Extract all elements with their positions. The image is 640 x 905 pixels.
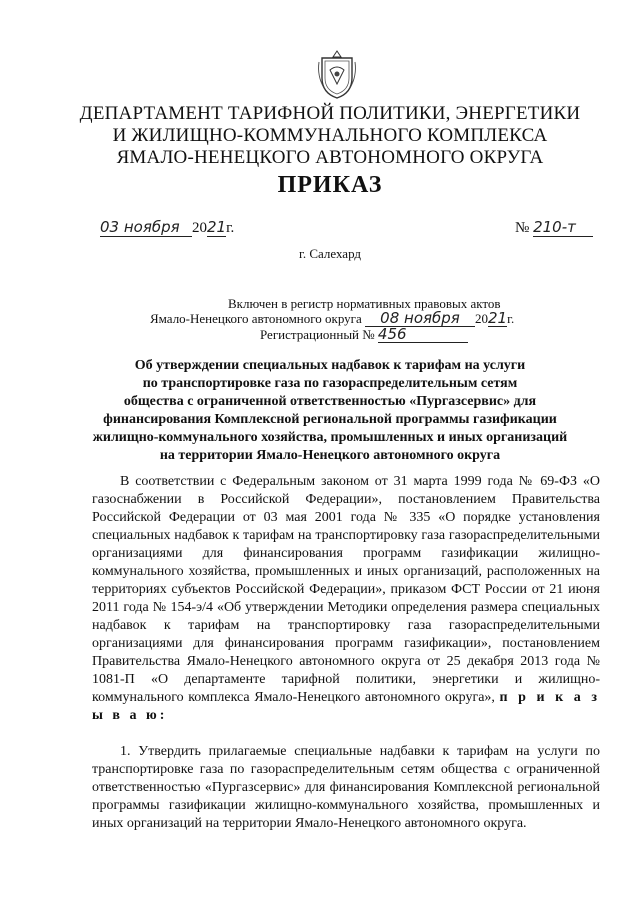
registration-year-prefix: 20: [475, 311, 489, 326]
department-line-2: И ЖИЛИЩНО-КОММУНАЛЬНОГО КОМПЛЕКСА: [112, 125, 548, 146]
registration-line-3: [150, 327, 590, 343]
registration-year-suffix: 21: [488, 309, 508, 327]
registration-number: 456: [378, 327, 468, 343]
subject-line: общества с ограниченной ответственностью «Пургазсервис» для: [123, 394, 537, 409]
preamble-text: В соответствии с Федеральным законом от 31 марта 1999 года № 69-ФЗ «О газоснабжении в Российской Федерации», постановлением Правительства Российской Федерации от 03 мая 2001 года № 335 «О порядке установления специальных надбавок к тарифам на транспортировку газа газораспределительными организациями для финансирования программ газификации жилищно-коммунального хозяйства, промышленных и иных организаций, расположенных на территориях субъектов Российской Федерации», приказом ФСТ России от 21 июня 2011 года № 154-э/4 «Об утверждении Методики определения размера специальных надбавок к тарифам на транспортировку газа газораспределительными организациями для финансирования программ газификации», постановлением Правительства Ямало-Ненецкого автономного округа от 25 декабря 2013 года № 1081-П «О департаменте тарифной политики, энергетики и жилищно-коммунального комплекса Ямало-Ненецкого автономного округа»,: [92, 474, 600, 705]
registration-number-label: Регистрационный №: [260, 327, 375, 342]
document-type-title: ПРИКАЗ: [277, 172, 383, 198]
subject-line: Об утверждении специальных надбавок к тарифам на услуги: [134, 358, 526, 373]
order-word: п р и к а з ы в а ю:: [92, 690, 600, 723]
registration-line-2: [150, 311, 590, 327]
order-subject: [80, 357, 580, 465]
subject-line: жилищно-коммунального хозяйства, промышленных и иных организаций: [92, 430, 568, 445]
item-1-paragraph: 1. Утвердить прилагаемые специальные надбавки к тарифам на услуги по транспортировке газа по газораспределительным сетям общества с ограниченной ответственностью «Пургазсервис» для финансирования Комплексной региональной программы газификации жилищно-коммунального хозяйства, промышленных и иных организаций на территории Ямало-Ненецкого автономного округа.: [92, 744, 600, 831]
order-date-year-suffix: 21: [207, 218, 227, 236]
registration-date: 08 ноября: [365, 311, 475, 327]
document-body: [92, 473, 600, 833]
registration-line-1: Включен в регистр нормативных правовых актов: [228, 296, 501, 311]
registration-region: Ямало-Ненецкого автономного округа: [150, 311, 362, 326]
coat-of-arms-icon: [316, 48, 358, 100]
order-date-day-month: 03 ноября: [100, 218, 192, 237]
city: г. Салехард: [298, 246, 362, 261]
preamble-paragraph: [92, 473, 600, 725]
registration-block: [150, 296, 590, 343]
order-date-year-prefix: 20: [192, 220, 207, 236]
registration-g: г.: [507, 311, 515, 326]
department-name: [60, 103, 600, 169]
department-line-1: ДЕПАРТАМЕНТ ТАРИФНОЙ ПОЛИТИКИ, ЭНЕРГЕТИКИ: [79, 103, 581, 124]
subject-line: финансирования Комплексной региональной программы газификации: [103, 412, 557, 427]
subject-line: на территории Ямало-Ненецкого автономного округа: [159, 448, 501, 463]
department-line-3: ЯМАЛО-НЕНЕЦКОГО АВТОНОМНОГО ОКРУГА: [116, 147, 544, 168]
subject-line: по транспортировке газа по газораспределительным сетям: [142, 376, 518, 391]
order-number-value: 210-т: [533, 218, 593, 237]
order-date-g: г.: [226, 220, 235, 236]
order-date: [100, 218, 234, 237]
order-number-prefix: №: [515, 220, 530, 236]
order-number: [515, 218, 593, 237]
